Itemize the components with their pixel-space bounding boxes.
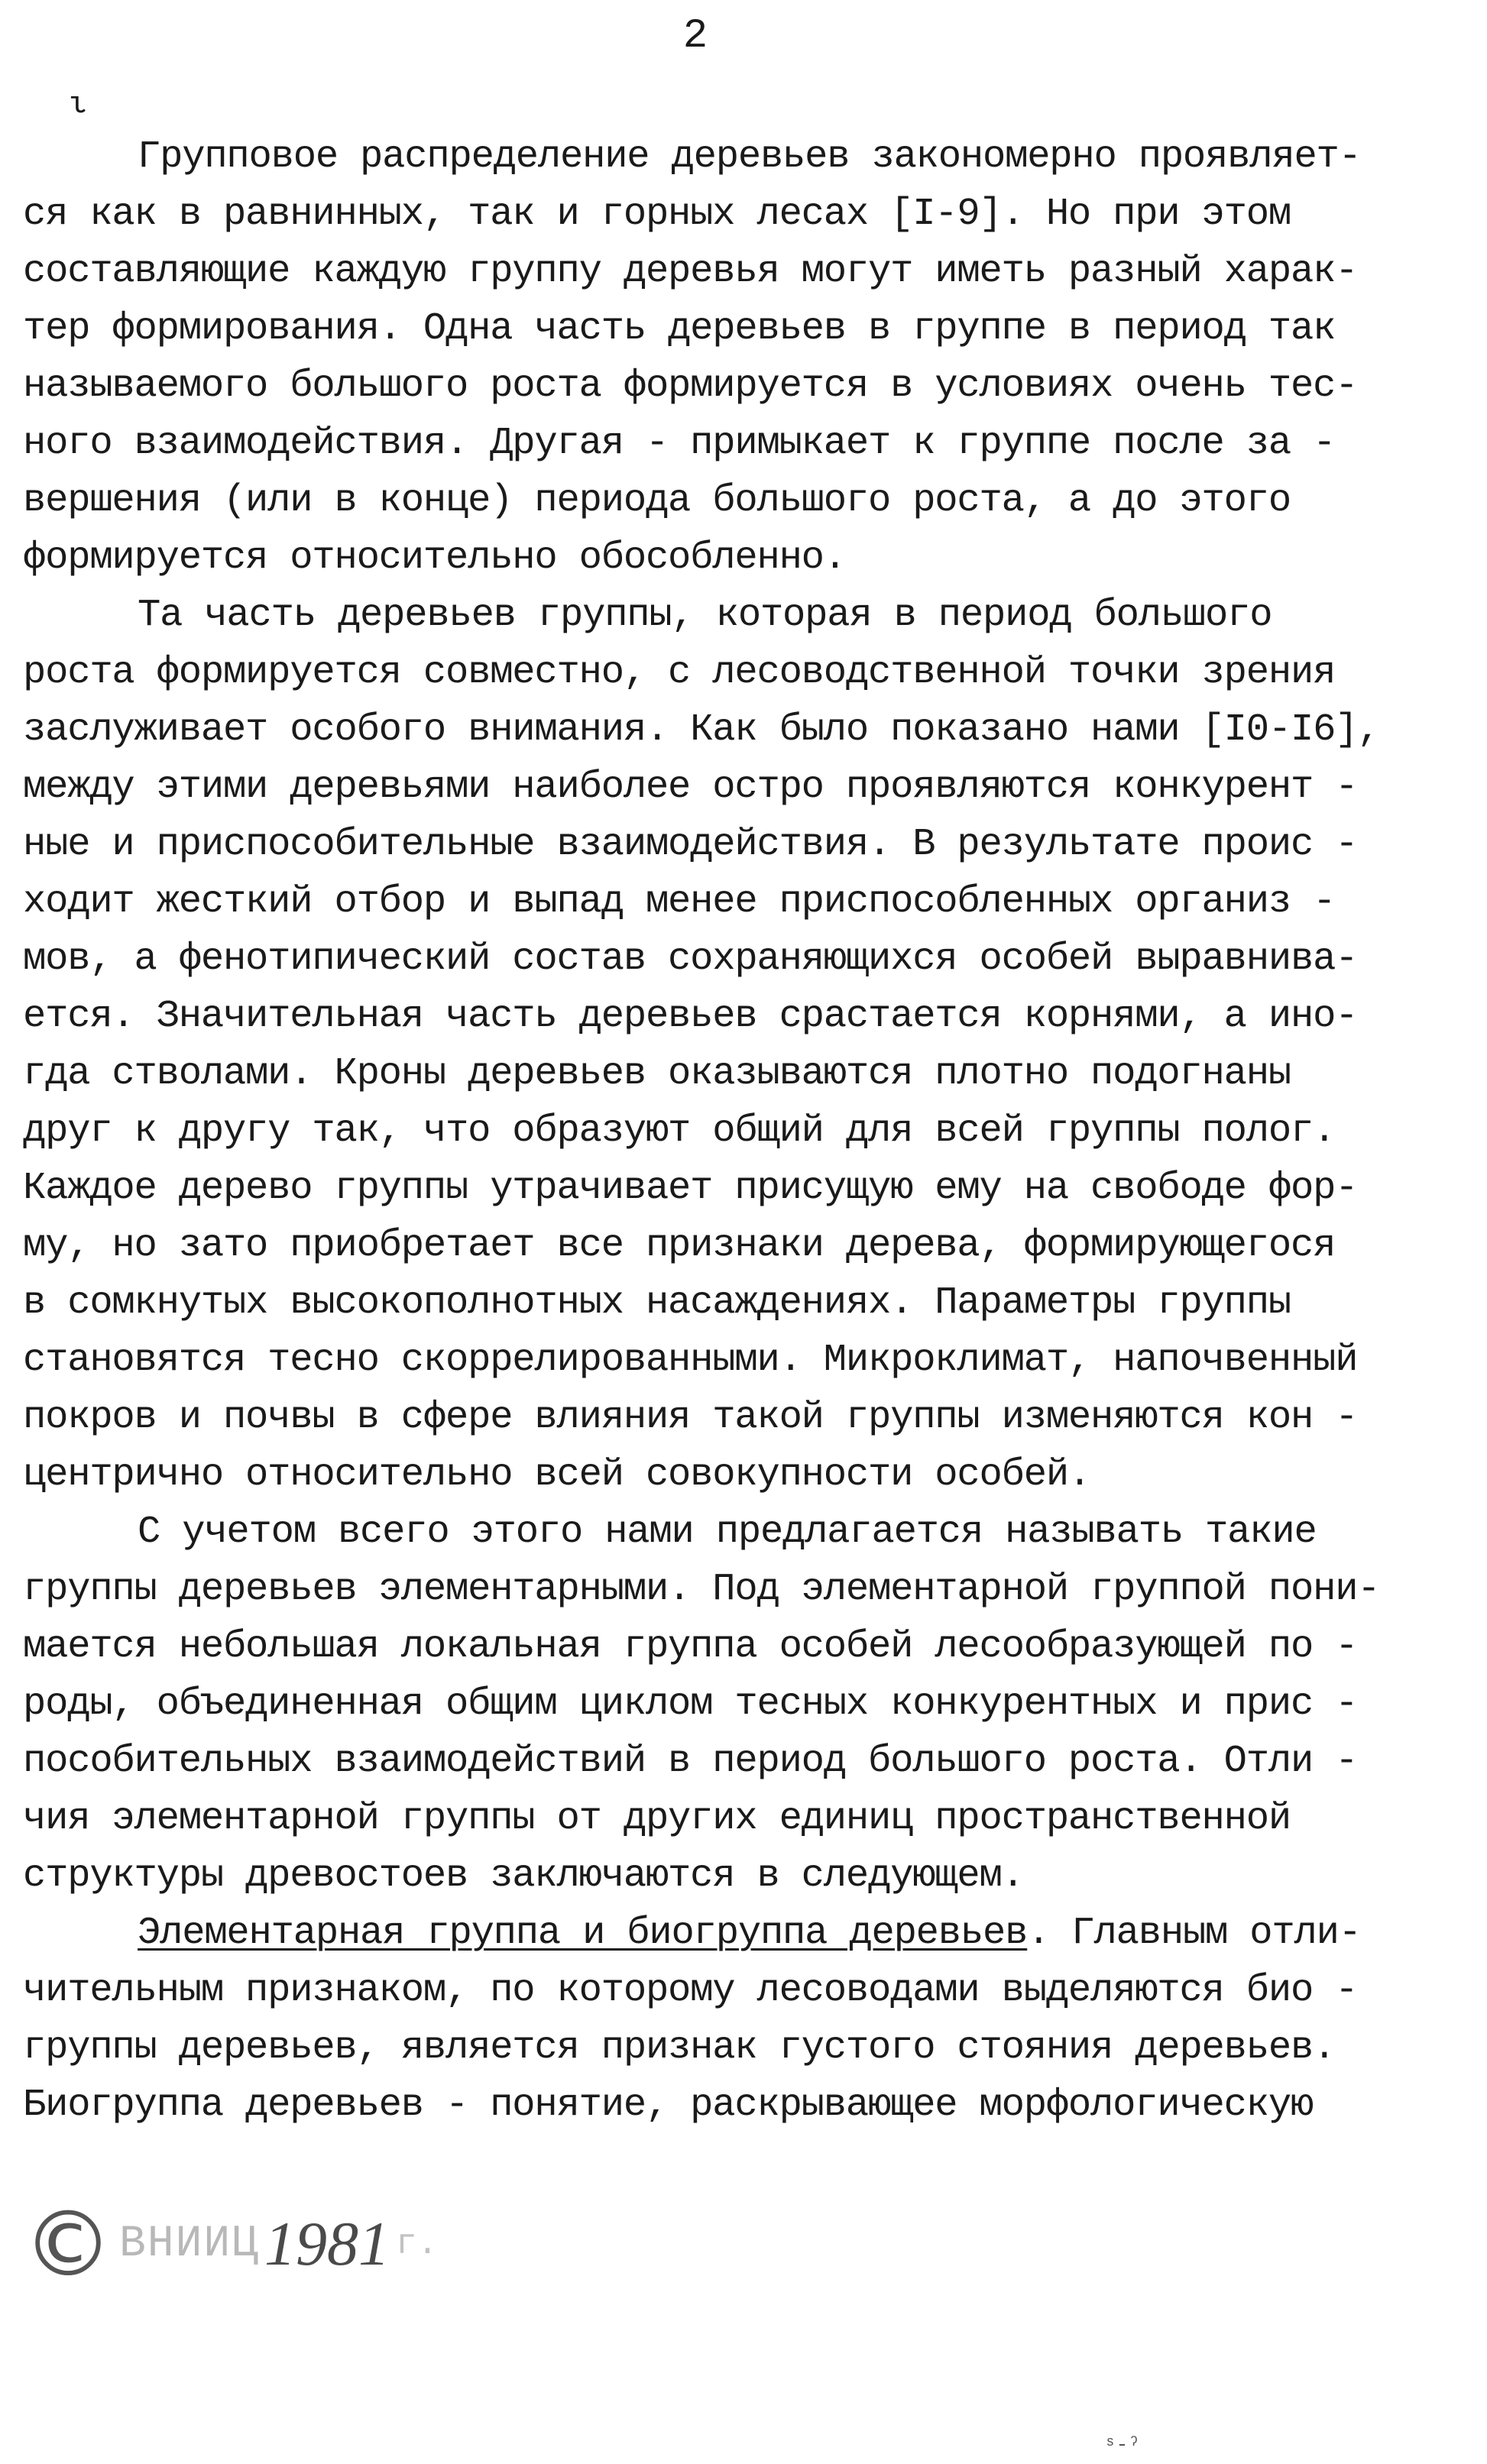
text-line: группы деревьев, является признак густого стояния деревьев.: [23, 2026, 1336, 2070]
document-body: [23, 128, 1459, 2134]
text-line: му, но зато приобретает все признаки дерева, формирующегося: [23, 1224, 1336, 1268]
text-line: формируется относительно обособленно.: [23, 536, 846, 580]
text-line: ходит жесткий отбор и выпад менее приспособленных организ -: [23, 880, 1336, 924]
text-line: называемого большого роста формируется в условиях очень тес-: [23, 364, 1358, 408]
text-line: заслуживает особого внимания. Как было показано нами [I0-I6],: [23, 708, 1380, 752]
paragraph-4: [23, 1905, 1459, 2134]
bottom-mark: ˢ-ˀ: [1104, 2433, 1140, 2456]
section-heading-tail: . Главным отли-: [1027, 1912, 1361, 1955]
text-line: роды, объединенная общим циклом тесных конкурентных и прис -: [23, 1682, 1358, 1726]
paragraph-1: [23, 128, 1459, 587]
text-line: ется. Значительная часть деревьев срастается корнями, а ино-: [23, 995, 1358, 1038]
text-line: С учетом всего этого нами предлагается называть такие: [138, 1510, 1317, 1554]
text-line: составляющие каждую группу деревья могут иметь разный харак-: [23, 250, 1358, 293]
text-line: Та часть деревьев группы, которая в период большого: [138, 594, 1272, 637]
paragraph-3: [23, 1504, 1459, 1905]
text-line: вершения (или в конце) периода большого роста, а до этого: [23, 479, 1291, 523]
text-line: структуры древостоев заключаются в следующем.: [23, 1854, 1024, 1898]
text-line: группы деревьев элементарными. Под элементарной группой пони-: [23, 1568, 1380, 1611]
text-line: Биогруппа деревьев - понятие, раскрывающее морфологическую: [23, 2084, 1314, 2127]
text-line: между этими деревьями наиболее остро проявляются конкурент -: [23, 766, 1358, 809]
copyright-suffix: г.: [396, 2224, 439, 2264]
text-line: чительным признаком, по которому лесоводами выделяются био -: [23, 1969, 1358, 2012]
text-line: центрично относительно всей совокупности особей.: [23, 1453, 1091, 1497]
copyright-year: 1981: [264, 2209, 390, 2278]
text-line: роста формируется совместно, с лесоводственной точки зрения: [23, 651, 1336, 695]
text-line: мов, а фенотипический состав сохраняющихся особей выравнива-: [23, 937, 1358, 981]
text-line: ного взаимодействия. Другая - примыкает к группе после за -: [23, 422, 1336, 465]
section-heading-line: [23, 1905, 1459, 1962]
text-line: тер формирования. Одна часть деревьев в группе в период так: [23, 307, 1336, 351]
copyright-stamp: [23, 2191, 439, 2297]
text-line: ные и приспособительные взаимодействия. В результате проис -: [23, 823, 1358, 866]
text-line: друг к другу так, что образуют общий для всей группы полог.: [23, 1109, 1336, 1153]
text-line: в сомкнутых высокополнотных насаждениях. Параметры группы: [23, 1281, 1291, 1325]
copyright-icon: ©: [23, 2191, 113, 2297]
text-line: мается небольшая локальная группа особей лесообразующей по -: [23, 1625, 1358, 1669]
text-line: гда стволами. Кроны деревьев оказываются плотно подогнаны: [23, 1052, 1291, 1096]
section-heading: Элементарная группа и биогруппа деревьев: [138, 1912, 1028, 1955]
margin-mark: ι: [69, 88, 88, 122]
text-line: ся как в равнинных, так и горных лесах [I-9]. Но при этом: [23, 193, 1291, 236]
copyright-holder: ВНИИЦ: [119, 2219, 261, 2269]
text-line: покров и почвы в сфере влияния такой группы изменяются кон -: [23, 1396, 1358, 1439]
text-line: становятся тесно скоррелированными. Микроклимат, напочвенный: [23, 1339, 1358, 1382]
text-line: Групповое распределение деревьев закономерно проявляет-: [138, 135, 1361, 179]
text-line: Каждое дерево группы утрачивает присущую ему на свободе фор-: [23, 1167, 1358, 1210]
paragraph-2: [23, 587, 1459, 1504]
page-number: 2: [682, 13, 708, 60]
text-line: пособительных взаимодействий в период большого роста. Отли -: [23, 1740, 1358, 1783]
text-line: чия элементарной группы от других единиц пространственной: [23, 1797, 1291, 1841]
